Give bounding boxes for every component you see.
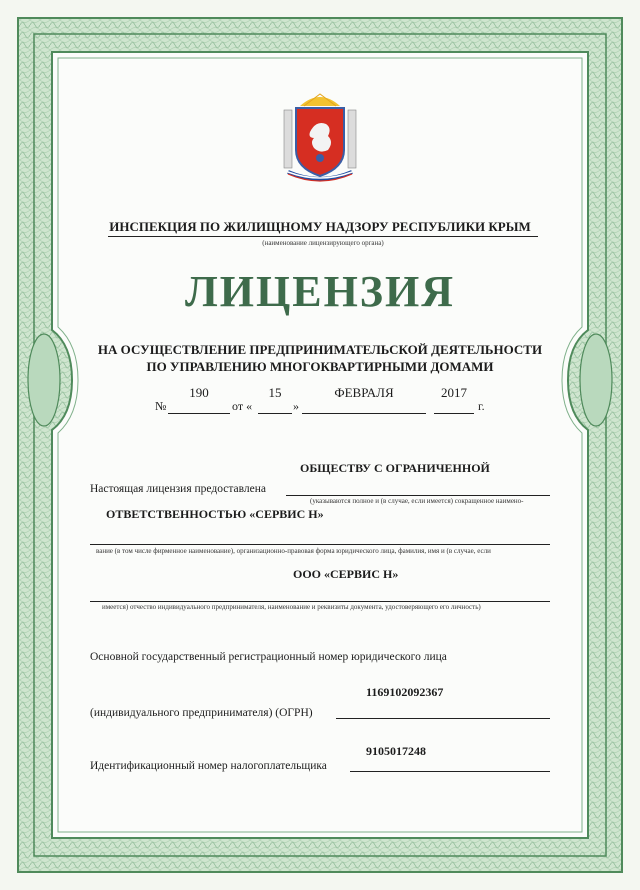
ogrn-label-1: Основной государственный регистрационный номер юридического лица (90, 651, 447, 663)
inn-value: 9105017248 (366, 744, 426, 758)
granted-label: Настоящая лицензия предоставлена (90, 483, 266, 495)
granted-caption-2: вание (в том числе фирменное наименование), организационно-правовая форма юридического лица, фамилия, имя и (в случае, если (96, 547, 491, 555)
ogrn-underline (336, 718, 550, 719)
crimea-coat-of-arms-icon (276, 88, 364, 186)
number-label: № (155, 399, 167, 413)
license-day: 15 (268, 385, 282, 400)
granted-value-line-1: ОБЩЕСТВУ С ОГРАНИЧЕННОЙ (300, 461, 490, 475)
subtitle-line-1: НА ОСУЩЕСТВЛЕНИЕ ПРЕДПРИНИМАТЕЛЬСКОЙ ДЕЯТЕЛЬНОСТИ (97, 342, 543, 357)
year-underline (434, 413, 474, 414)
from-label: от « (232, 399, 253, 413)
document-title: ЛИЦЕНЗИЯ (184, 267, 456, 316)
license-number: 190 (189, 385, 209, 400)
granted-value-line-2: ОТВЕТСТВЕННОСТЬЮ «СЕРВИС Н» (106, 507, 324, 521)
subtitle-line-2: ПО УПРАВЛЕНИЮ МНОГОКВАРТИРНЫМИ ДОМАМИ (146, 359, 494, 374)
inn-label: Идентификационный номер налогоплательщика (90, 760, 327, 772)
inn-underline (350, 771, 550, 772)
license-month: ФЕВРАЛЯ (334, 385, 394, 400)
issuer-name: ИНСПЕКЦИЯ ПО ЖИЛИЩНОМУ НАДЗОРУ РЕСПУБЛИКИ КРЫМ (109, 219, 531, 234)
granted-caption-3: имеется) отчество индивидуального предпринимателя, наименование и реквизиты документа, удостоверяющего его личность) (102, 603, 481, 611)
granted-value-line-3: ООО «СЕРВИС Н» (293, 567, 399, 581)
granted-underline-1 (286, 495, 550, 496)
day-underline (258, 413, 292, 414)
month-underline (302, 413, 426, 414)
ogrn-label-2: (индивидуального предпринимателя) (ОГРН) (90, 707, 313, 719)
license-year: 2017 (441, 385, 467, 400)
quote-close: » (293, 399, 299, 413)
number-underline (168, 413, 230, 414)
issuer-underline (108, 236, 538, 237)
granted-caption-1: (указываются полное и (в случае, если имеется) сокращенное наимено- (310, 497, 524, 505)
granted-underline-3 (90, 601, 550, 602)
ogrn-value: 1169102092367 (366, 685, 444, 699)
year-suffix: г. (478, 399, 485, 413)
granted-underline-2 (90, 544, 550, 545)
issuer-caption: (наименование лицензирующего органа) (262, 239, 384, 247)
